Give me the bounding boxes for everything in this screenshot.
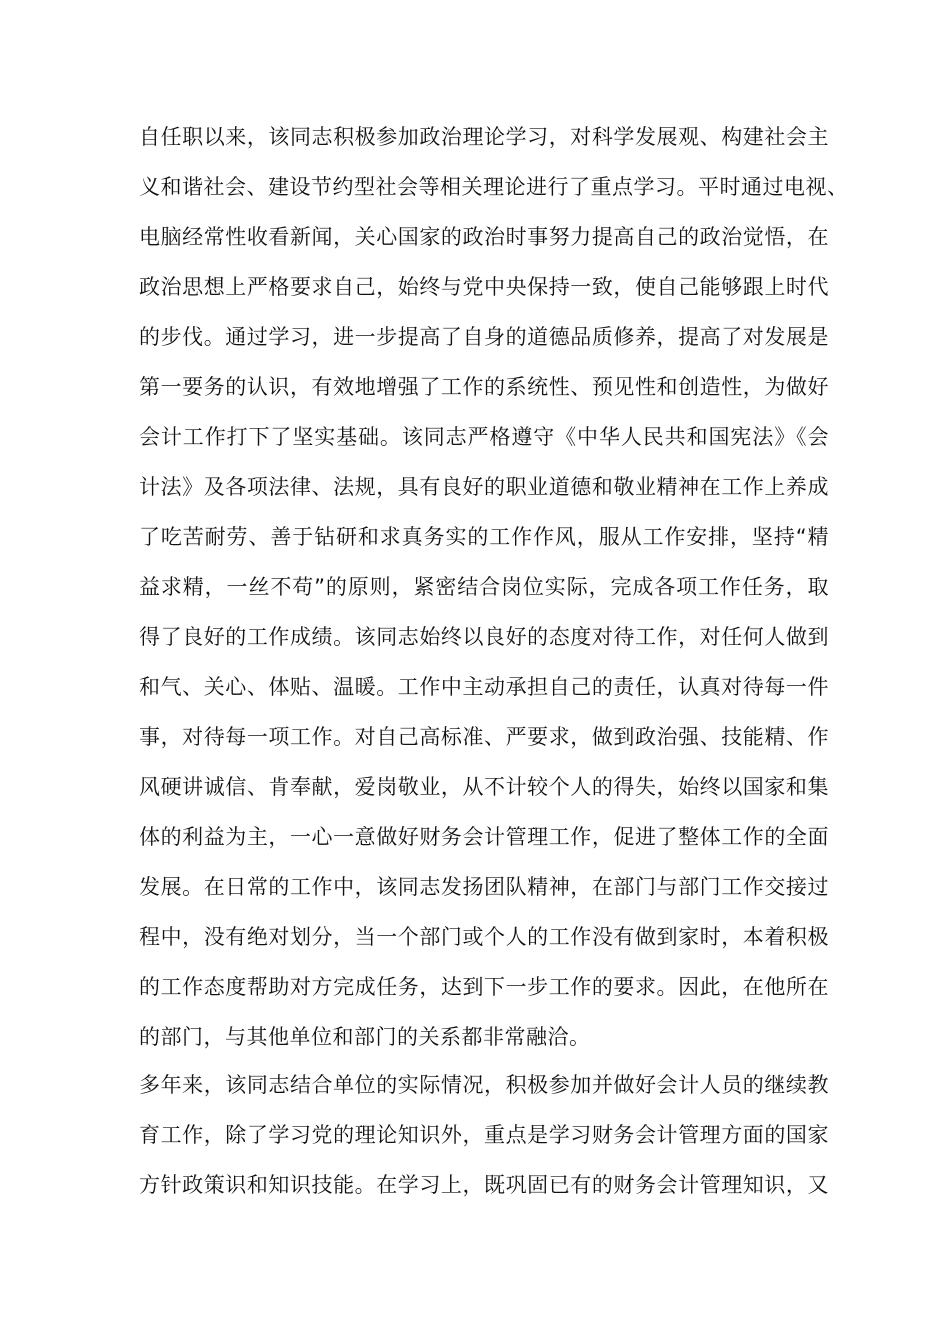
text-line: 方针政策识和知识技能。在学习上，既巩固已有的财务会计管理知识，又 xyxy=(139,1173,829,1197)
text-line: 电脑经常性收看新闻，关心国家的政治时事努力提高自己的政治觉悟，在 xyxy=(139,225,829,249)
text-line: 计法》及各项法律、法规，具有良好的职业道德和敬业精神在工作上养成 xyxy=(139,475,829,499)
text-line: 义和谐社会、建设节约型社会等相关理论进行了重点学习。平时通过电视、 xyxy=(139,175,849,199)
text-line: 育工作，除了学习党的理论知识外，重点是学习财务会计管理方面的国家 xyxy=(139,1123,829,1147)
text-line: 政治思想上严格要求自己，始终与党中央保持一致，使自己能够跟上时代 xyxy=(139,275,829,299)
text-line: 的步伐。通过学习，进一步提高了自身的道德品质修养，提高了对发展是 xyxy=(139,325,829,349)
text-line: 自任职以来，该同志积极参加政治理论学习，对科学发展观、构建社会主 xyxy=(139,125,829,149)
text-line: 了吃苦耐劳、善于钻研和求真务实的工作作风，服从工作安排，坚持“精 xyxy=(139,525,829,549)
text-line: 得了良好的工作成绩。该同志始终以良好的态度对待工作，对任何人做到 xyxy=(139,625,829,649)
text-line: 事，对待每一项工作。对自己高标准、严要求，做到政治强、技能精、作 xyxy=(139,725,829,749)
paragraph-1 xyxy=(139,112,849,1062)
text-line: 的工作态度帮助对方完成任务，达到下一步工作的要求。因此，在他所在 xyxy=(139,975,829,999)
paragraph-2 xyxy=(139,1060,829,1210)
text-line: 的部门，与其他单位和部门的关系都非常融洽。 xyxy=(139,1025,591,1049)
text-line: 发展。在日常的工作中，该同志发扬团队精神，在部门与部门工作交接过 xyxy=(139,875,829,899)
text-line: 风硬讲诚信、肯奉献，爱岗敬业，从不计较个人的得失，始终以国家和集 xyxy=(139,775,829,799)
text-line: 第一要务的认识，有效地增强了工作的系统性、预见性和创造性，为做好 xyxy=(139,375,829,399)
text-line: 体的利益为主，一心一意做好财务会计管理工作，促进了整体工作的全面 xyxy=(139,825,829,849)
text-line: 益求精，一丝不苟”的原则，紧密结合岗位实际，完成各项工作任务，取 xyxy=(139,575,829,599)
text-line: 会计工作打下了坚实基础。该同志严格遵守《中华人民共和国宪法》《会 xyxy=(139,425,829,449)
text-line: 多年来，该同志结合单位的实际情况，积极参加并做好会计人员的继续教 xyxy=(139,1073,829,1097)
text-line: 程中，没有绝对划分，当一个部门或个人的工作没有做到家时，本着积极 xyxy=(139,925,829,949)
text-line: 和气、关心、体贴、温暖。工作中主动承担自己的责任，认真对待每一件 xyxy=(139,675,829,699)
